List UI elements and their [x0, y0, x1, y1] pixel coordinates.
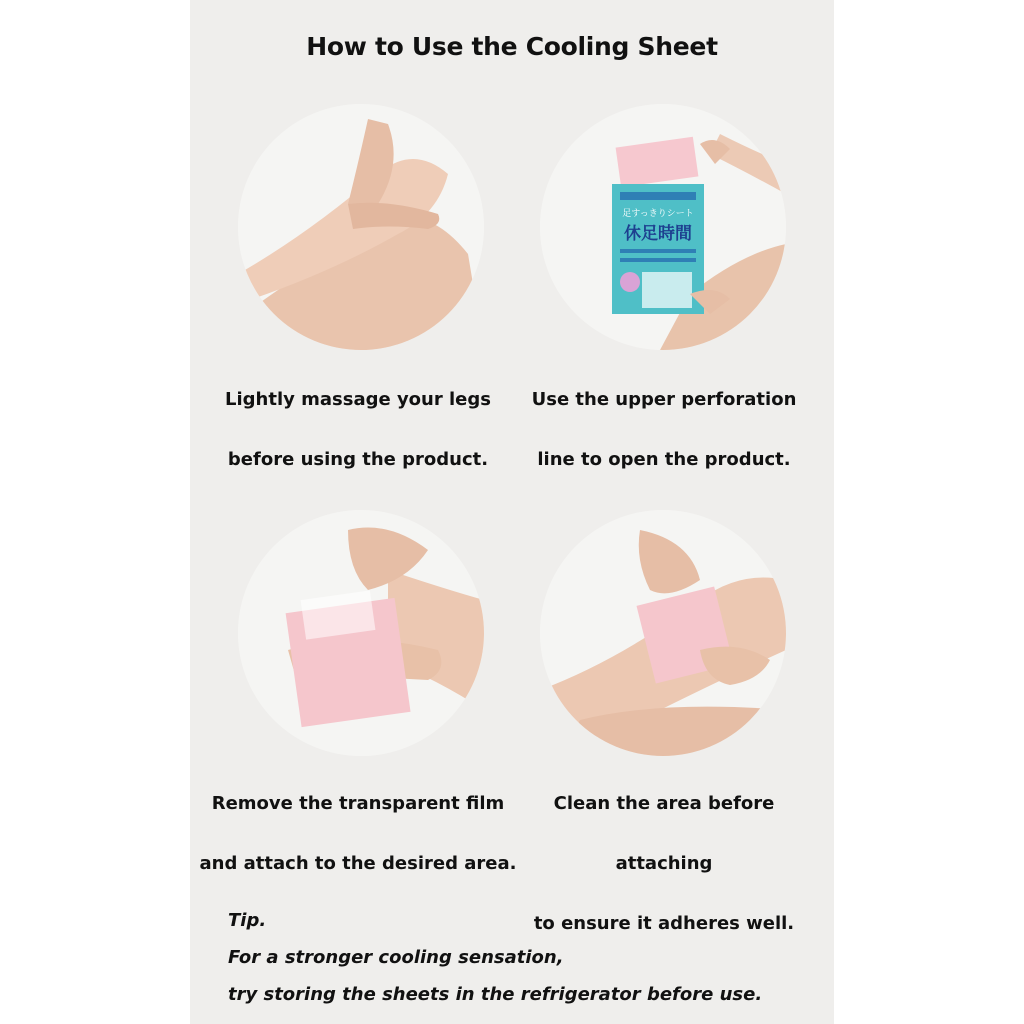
- instruction-panel: [190, 0, 834, 1024]
- tip-label: Tip.: [228, 910, 267, 931]
- step-4-line-1: Clean the area before attaching: [553, 793, 775, 874]
- step-3-line-1: Remove the transparent film: [211, 793, 505, 814]
- step-2-line-1: Use the upper perforation: [531, 389, 797, 410]
- step-2-photo: [540, 104, 786, 350]
- step-3-line-2: and attach to the desired area.: [199, 853, 517, 874]
- step-1-line-2: before using the product.: [227, 449, 489, 470]
- page-title: How to Use the Cooling Sheet: [306, 32, 718, 61]
- step-3-photo: [238, 510, 484, 756]
- package-small-text: 足すっきりシート: [622, 209, 694, 219]
- package-name-text: 休足時間: [624, 224, 692, 244]
- step-1-line-1: Lightly massage your legs: [225, 389, 491, 410]
- remove-film-illustration: [238, 510, 484, 756]
- open-package-illustration: [540, 104, 786, 350]
- tip-line-1: For a stronger cooling sensation,: [228, 947, 564, 968]
- massage-legs-illustration: [238, 104, 484, 350]
- step-4-line-2: to ensure it adheres well.: [533, 913, 795, 934]
- tip-line-2: try storing the sheets in the refrigerator before use.: [228, 984, 763, 1005]
- attach-sheet-illustration: [540, 510, 786, 756]
- step-3-caption: [198, 774, 518, 894]
- step-4-photo: [540, 510, 786, 756]
- tip-section: [228, 902, 762, 1013]
- step-2-line-2: line to open the product.: [537, 449, 791, 470]
- step-1-caption: [198, 370, 518, 490]
- step-1-photo: [238, 104, 484, 350]
- step-2-caption: [504, 370, 824, 490]
